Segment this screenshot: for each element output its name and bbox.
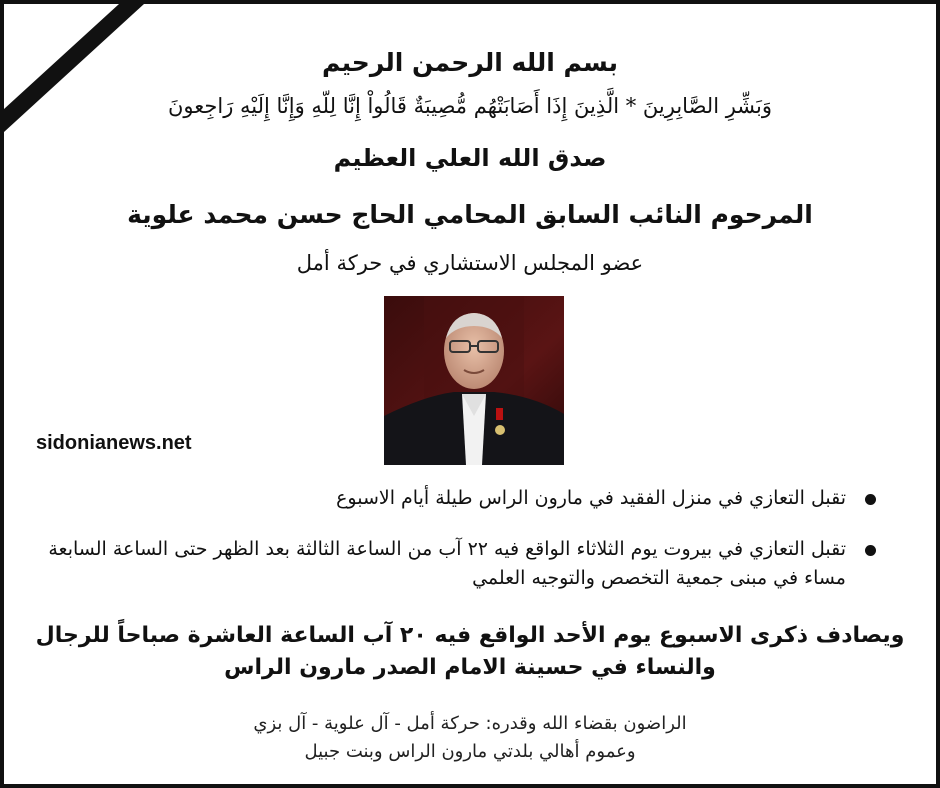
week-memorial: ويصادف ذكرى الاسبوع يوم الأحد الواقع فيه ٢٠ آب الساعة العاشرة صباحاً للرجال والنساء في حسينة الامام الصدر مارون الراس [35, 623, 905, 680]
quran-verse: وَبَشِّرِ الصَّابِرِينَ * الَّذِينَ إِذَا أَصَابَتْهُم مُّصِيبَةٌ قَالُواْ إِنَّا لِلّهِ وَإِنَّا إِلَيْهِ رَاجِعونَ [167, 94, 773, 118]
condolence-text: تقبل التعازي في منزل الفقيد في مارون الراس طيلة أيام الاسبوع [336, 487, 846, 509]
condolence-list [46, 484, 876, 593]
condolence-item [46, 484, 876, 513]
bullet-icon [865, 545, 876, 556]
mourners-block [4, 710, 936, 766]
condolence-text: تقبل التعازي في بيروت يوم الثلاثاء الواقع فيه ٢٢ آب من الساعة الثالثة بعد الظهر حتى الساعة السابعة مساء في مبنى جمعية التخصص والتوجيه العلمي [48, 538, 846, 589]
website-watermark: sidonianews.net [36, 432, 192, 454]
bullet-icon [865, 494, 876, 505]
deceased-title: عضو المجلس الاستشاري في حركة أمل [296, 251, 644, 275]
mourners-line: الراضون بقضاء الله وقدره: حركة أمل - آل علوية - آل بزي [253, 713, 687, 734]
sadaqa-line: صدق الله العلي العظيم [333, 144, 607, 172]
deceased-portrait [384, 296, 564, 465]
bismillah-heading: بسم الله الرحمن الرحيم [322, 48, 618, 77]
mourners-line: وعموم أهالي بلدتي مارون الراس وبنت جبيل [304, 741, 636, 762]
condolence-item [46, 535, 876, 593]
deceased-name: المرحوم النائب السابق المحامي الحاج حسن محمد علوية [127, 200, 813, 229]
